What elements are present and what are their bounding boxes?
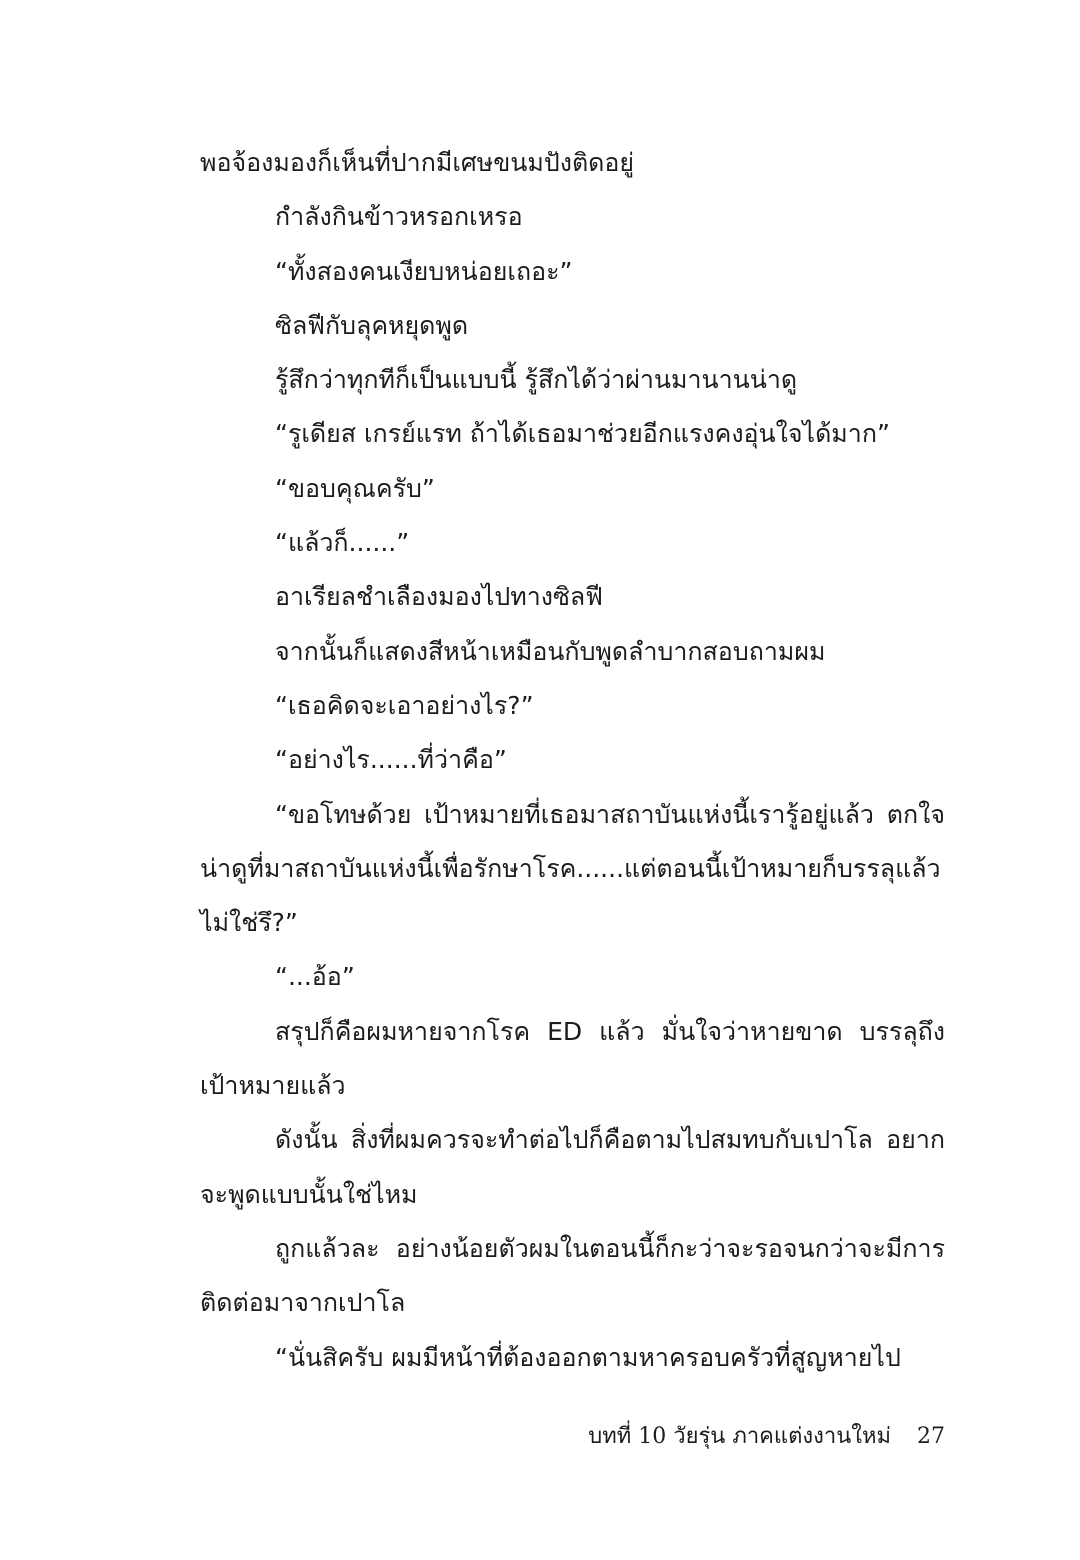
paragraph: “นั่นสิครับ ผมมีหน้าที่ต้องออกตามหาครอบครัวที่สูญหายไป [275, 1342, 901, 1372]
paragraph: “รูเดียส เกรย์แรท ถ้าได้เธอมาช่วยอีกแรงคงอุ่นใจได้มาก” [275, 419, 890, 449]
paragraph: ดังนั้น สิ่งที่ผมควรจะทำต่อไปก็คือตามไปสมทบกับเปาโล อยากจะพูดแบบนั้นใช่ไหม [200, 1125, 945, 1209]
paragraph: “อย่างไร......ที่ว่าคือ” [275, 745, 507, 775]
page-number: 27 [917, 1424, 945, 1449]
paragraph: กำลังกินข้าวหรอกเหรอ [275, 202, 523, 232]
paragraph: จากนั้นก็แสดงสีหน้าเหมือนกับพูดลำบากสอบถามผม [275, 636, 826, 666]
page-footer [588, 1418, 945, 1453]
paragraph: สรุปก็คือผมหายจากโรค ED แล้ว มั่นใจว่าหายขาด บรรลุถึงเป้าหมายแล้ว [200, 1016, 945, 1101]
paragraph: ซิลฟีกับลุคหยุดพูด [275, 310, 469, 340]
paragraph: “...อ้อ” [275, 962, 355, 992]
paragraph: “เธอคิดจะเอาอย่างไร?” [275, 690, 534, 720]
chapter-title: บทที่ 10 วัยรุ่น ภาคแต่งงานใหม่ [588, 1424, 891, 1449]
paragraph: “ทั้งสองคนเงียบหน่อยเถอะ” [275, 256, 573, 286]
body-text [200, 136, 945, 1385]
paragraph: รู้สึกว่าทุกทีก็เป็นแบบนี้ รู้สึกได้ว่าผ่านมานานน่าดู [275, 365, 798, 395]
paragraph: อาเรียลชำเลืองมองไปทางซิลฟี [275, 582, 603, 612]
paragraph: พอจ้องมองก็เห็นที่ปากมีเศษขนมปังติดอยู่ [200, 148, 635, 177]
paragraph: “ขอบคุณครับ” [275, 473, 435, 503]
paragraph: “ขอโทษด้วย เป้าหมายที่เธอมาสถาบันแห่งนี้เรารู้อยู่แล้ว ตกใจน่าดูที่มาสถาบันแห่งนี้เพื่อรักษาโรค......แต่ตอนนี้เป้าหมายก็บรรลุแล้วไม่ใช่รึ?” [200, 799, 945, 938]
paragraph: ถูกแล้วละ อย่างน้อยตัวผมในตอนนี้ก็กะว่าจะรอจนกว่าจะมีการติดต่อมาจากเปาโล [200, 1233, 945, 1318]
paragraph: “แล้วก็......” [275, 528, 410, 558]
